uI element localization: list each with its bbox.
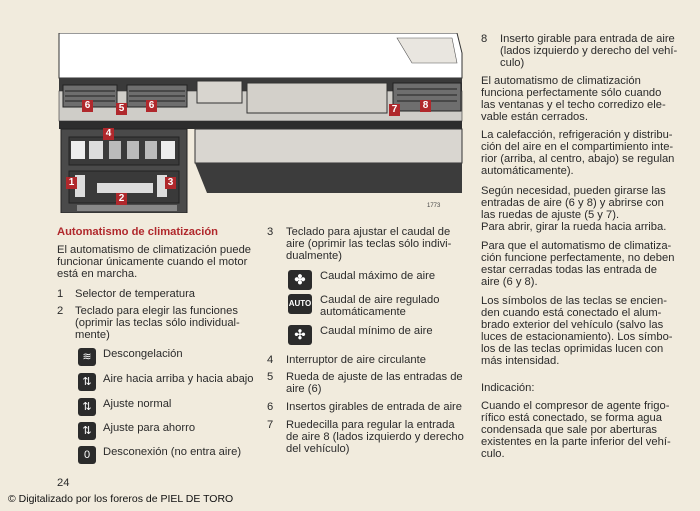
callout-2: 2: [116, 193, 127, 205]
section-heading: Automatismo de climatización: [57, 226, 219, 238]
item-text: Teclado para ajustar el caudal de: [286, 226, 451, 238]
note-line: culo.: [481, 448, 505, 460]
icon-label: Caudal mínimo de aire: [320, 325, 433, 337]
item-text: Interruptor de aire circulante: [286, 354, 426, 366]
paragraph-line: entradas de aire (6 y 8) y abrirse con: [481, 197, 664, 209]
paragraph-line: Para que el automatismo de climatiza-: [481, 240, 672, 252]
paragraph-line: funciona perfectamente sólo cuando: [481, 87, 662, 99]
icon-label: Desconexión (no entra aire): [103, 446, 242, 458]
defrost-icon: ≋: [78, 348, 96, 366]
item-number: 7: [267, 419, 274, 431]
off-icon: 0: [78, 446, 96, 464]
item-number: 2: [57, 305, 64, 317]
callout-8: 8: [420, 100, 431, 112]
callout-5: 5: [116, 103, 127, 115]
paragraph-line: las ventanas y el techo corredizo ele-: [481, 99, 666, 111]
note-line: existentes en la parte inferior del vehí-: [481, 436, 671, 448]
item-text: de aire 8 (lados izquierdo y derecho: [286, 431, 464, 443]
economy-setting-icon: ⇅: [78, 422, 96, 440]
footer-credit: © Digitalizado por los foreros de PIEL DE TORO: [8, 493, 234, 505]
paragraph-line: automáticamente).: [481, 165, 574, 177]
callout-1: 1: [66, 177, 77, 189]
item-text: Insertos girables de entrada de aire: [286, 401, 463, 413]
paragraph-line: rior (arriba, al centro, abajo) se regulan: [481, 153, 675, 165]
paragraph-line: ción del aire en el compartimiento inte-: [481, 141, 674, 153]
paragraph-line: los de las teclas oprimidas lucen con: [481, 343, 664, 355]
air-up-down-icon: ⇅: [78, 373, 96, 391]
dashboard-illustration: [57, 33, 464, 213]
item-text: Inserto girable para entrada de aire: [500, 33, 675, 45]
item-text: (oprimir las teclas sólo individual-: [75, 317, 240, 329]
item-number: 5: [267, 371, 274, 383]
item-text: del vehículo): [286, 443, 350, 455]
item-text: aire (6): [286, 383, 322, 395]
intro-line-2: funcionar únicamente cuando el motor: [57, 256, 248, 268]
normal-setting-icon: ⇅: [78, 398, 96, 416]
paragraph-line: Para abrir, girar la rueda hacia arriba.: [481, 221, 667, 233]
intro-line-1: El automatismo de climatización puede: [57, 244, 252, 256]
icon-label: automáticamente: [320, 306, 406, 318]
callout-4: 4: [103, 128, 114, 140]
paragraph-line: más intensidad.: [481, 355, 560, 367]
paragraph-line: den cuando está conectado el alum-: [481, 307, 662, 319]
item-number: 3: [267, 226, 274, 238]
item-number: 1: [57, 288, 64, 300]
paragraph-line: aire (6 y 8).: [481, 276, 538, 288]
callout-6-left: 6: [82, 100, 93, 112]
paragraph-line: vable están cerrados.: [481, 111, 588, 123]
note-line: Cuando el compresor de agente frigo-: [481, 400, 670, 412]
icon-label: Caudal máximo de aire: [320, 270, 436, 282]
paragraph-line: brado exterior del vehículo (salvo las: [481, 319, 664, 331]
fan-max-icon: ✤: [288, 270, 312, 290]
dashboard-drawing: [57, 33, 464, 213]
note-line: rífico está conectado, se forma agua: [481, 412, 662, 424]
item-text: (lados izquierdo y derecho del vehí-: [500, 45, 678, 57]
paragraph-line: Los símbolos de las teclas se encien-: [481, 295, 667, 307]
item-text: aire (oprimir las teclas sólo indivi-: [286, 238, 452, 250]
icon-label: Aire hacia arriba y hacia abajo: [103, 373, 254, 385]
icon-label: Descongelación: [103, 348, 183, 360]
item-number: 4: [267, 354, 274, 366]
item-text: Teclado para elegir las funciones: [75, 305, 238, 317]
paragraph-line: luces de estacionamiento). Los símbo-: [481, 331, 673, 343]
note-line: condensada que sale por aberturas: [481, 424, 658, 436]
auto-icon: AUTO: [288, 294, 312, 314]
paragraph-line: estar cerradas todas las entrada de: [481, 264, 657, 276]
fan-min-icon: ✣: [288, 325, 312, 345]
paragraph-line: Según necesidad, pueden girarse las: [481, 185, 666, 197]
page-number: 24: [57, 477, 70, 489]
paragraph-line: La calefacción, refrigeración y distribu-: [481, 129, 673, 141]
item-text: mente): [75, 329, 110, 341]
callout-3: 3: [165, 177, 176, 189]
paragraph-line: las ruedas de ajuste (5 y 7).: [481, 209, 620, 221]
callout-6-right: 6: [146, 100, 157, 112]
item-text: Selector de temperatura: [75, 288, 196, 300]
icon-label: Ajuste normal: [103, 398, 172, 410]
icon-label: Ajuste para ahorro: [103, 422, 196, 434]
paragraph-line: El automatismo de climatización: [481, 75, 641, 87]
item-text: Rueda de ajuste de las entradas de: [286, 371, 463, 383]
figure-number: 1773: [427, 203, 441, 209]
note-title: Indicación:: [481, 382, 535, 394]
icon-label: Caudal de aire regulado: [320, 294, 440, 306]
item-text: dualmente): [286, 250, 342, 262]
callout-7: 7: [389, 104, 400, 116]
intro-line-3: está en marcha.: [57, 268, 138, 280]
item-number: 8: [481, 33, 488, 45]
item-text: Ruedecilla para regular la entrada: [286, 419, 455, 431]
item-text: culo): [500, 57, 525, 69]
item-number: 6: [267, 401, 274, 413]
paragraph-line: ción funcione perfectamente, no deben: [481, 252, 675, 264]
